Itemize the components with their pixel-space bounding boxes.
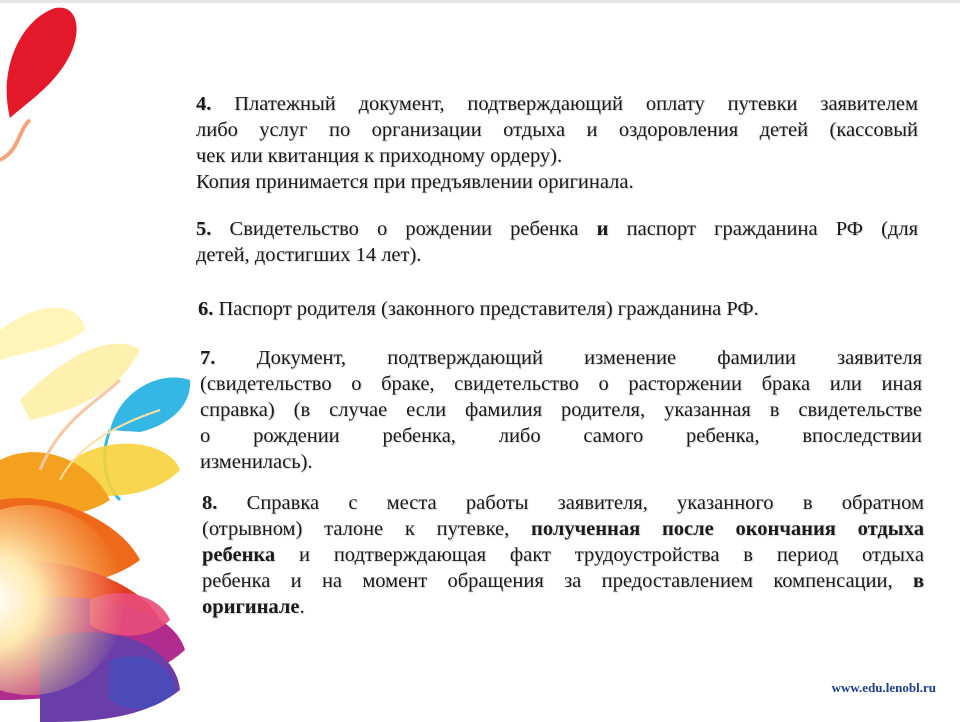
item-5-line-2: детей, достигших 14 лет).: [196, 244, 422, 266]
list-item-4: [196, 91, 918, 195]
list-item-6: [198, 296, 920, 322]
list-item-5: [196, 216, 918, 268]
item-6-number: 6.: [198, 298, 214, 320]
item-4-number: 4.: [196, 93, 212, 115]
item-8-line-1: 8. Справка с места работы заявителя, указанного в обратном: [202, 492, 925, 514]
item-7-number: 7.: [200, 347, 216, 369]
item-8-number: 8.: [202, 492, 218, 514]
item-5-bold-and: и: [596, 218, 609, 240]
item-8-line-4: ребенка и на момент обращения за предоставлением компенсации, в: [202, 570, 925, 592]
item-7-line-3: справка) (в случае если фамилия родителя, указанная в свидетельстве: [200, 399, 922, 421]
item-7-line-2: (свидетельство о браке, свидетельство о расторжении брака или иная: [200, 373, 922, 395]
item-4-line-2: либо услуг по организации отдыха и оздоровления детей (кассовый: [196, 119, 918, 141]
website-link[interactable]: www.edu.lenobl.ru: [831, 680, 936, 695]
decorative-floral-graphic: [0, 0, 200, 722]
item-7-line-5: изменилась).: [200, 451, 313, 473]
item-5-number: 5.: [196, 218, 212, 240]
list-item-7: [200, 345, 922, 475]
item-5-line-1: 5. Свидетельство о рождении ребенка и паспорт гражданина РФ (для: [196, 218, 919, 240]
item-4-line-4: Копия принимается при предъявлении оригинала.: [196, 171, 634, 193]
item-8-line-5: оригинале.: [202, 596, 305, 618]
item-8-line-3: ребенка и подтверждающая факт трудоустройства в период отдыха: [202, 544, 925, 566]
item-4-line-1: 4. Платежный документ, подтверждающий оплату путевки заявителем: [196, 93, 918, 115]
item-6-line-1: 6. Паспорт родителя (законного представителя) гражданина РФ.: [198, 298, 759, 320]
list-item-8: [202, 490, 924, 620]
item-8-line-2: (отрывном) талоне к путевке, полученная после окончания отдыха: [202, 518, 924, 540]
item-7-line-4: о рождении ребенка, либо самого ребенка, впоследствии: [200, 425, 922, 447]
item-7-line-1: 7. Документ, подтверждающий изменение фамилии заявителя: [200, 347, 922, 369]
item-4-line-3: чек или квитанция к приходному ордеру).: [196, 145, 563, 167]
